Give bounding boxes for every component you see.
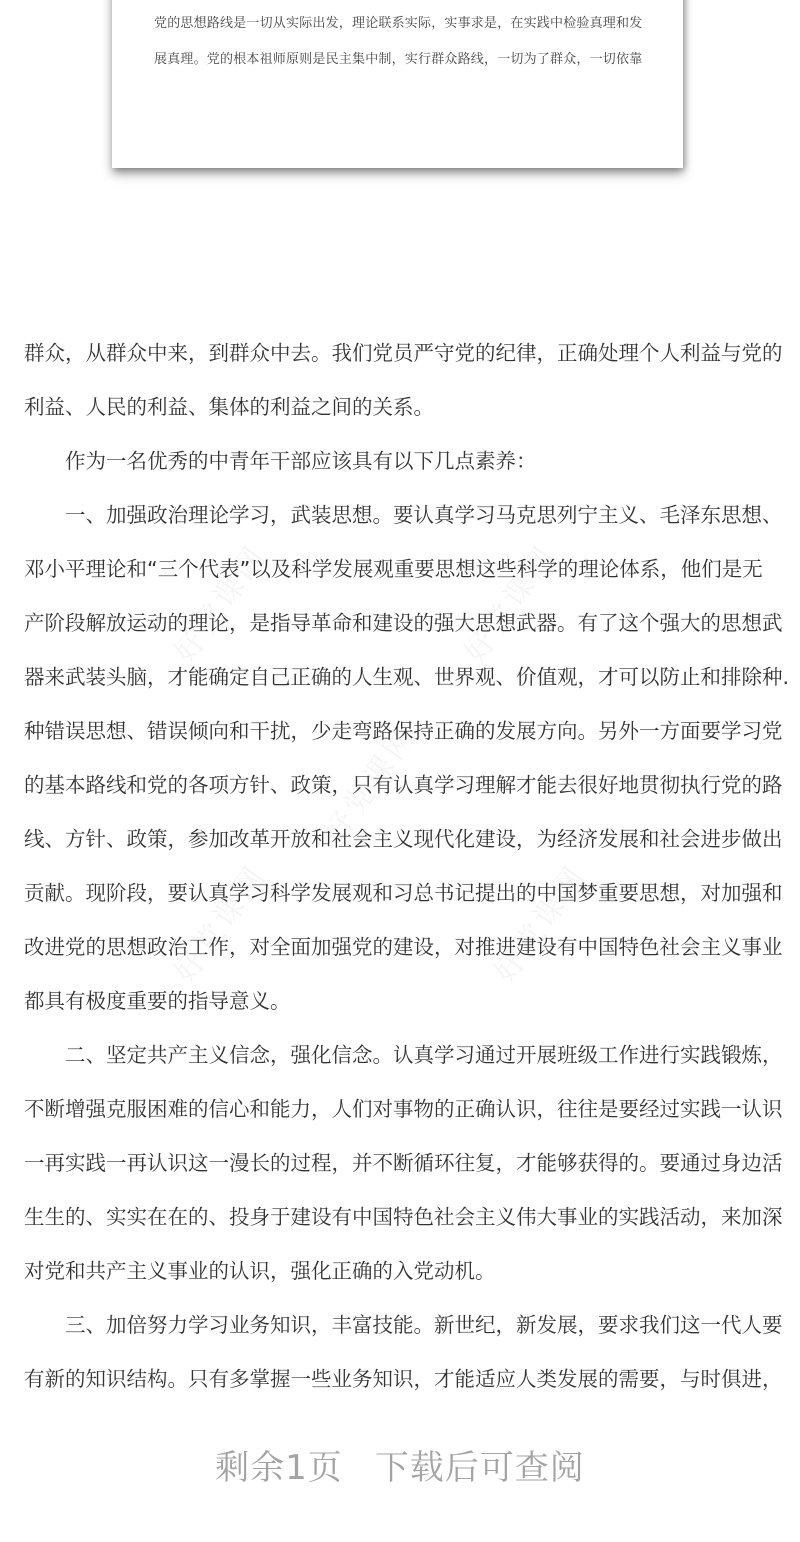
document-line: 线、方针、政策，参加改革开放和社会主义现代化建设，为经济发展和社会进步做出 xyxy=(24,827,783,851)
previous-page-preview-card xyxy=(112,0,683,168)
document-line: 不断增强克服困难的信心和能力，人们对事物的正确认识，往往是要经过实践一认识 xyxy=(24,1097,783,1121)
remaining-pages-banner[interactable] xyxy=(0,1440,800,1489)
preview-line: 展真理。党的根本祖师原则是民主集中制，实行群众路线，一切为了群众，一切依靠 xyxy=(154,52,643,67)
document-body xyxy=(24,335,790,1415)
document-line: 改进党的思想政治工作，对全面加强党的建设，对推进建设有中国特色社会主义事业 xyxy=(24,935,783,959)
document-line: 器来武装头脑，才能确定自己正确的人生观、世界观、价值观，才可以防止和排除种. xyxy=(24,665,790,689)
document-line: 贡献。现阶段，要认真学习科学发展观和习总书记提出的中国梦重要思想，对加强和 xyxy=(24,881,783,905)
preview-line: 党的思想路线是一切从实际出发，理论联系实际，实事求是，在实践中检验真理和发 xyxy=(154,16,643,31)
document-line: 有新的知识结构。只有多掌握一些业务知识，才能适应人类发展的需要，与时俱进， xyxy=(24,1367,783,1391)
document-line: 的基本路线和党的各项方针、政策，只有认真学习理解才能去很好地贯彻执行党的路 xyxy=(24,773,783,797)
document-line: 作为一名优秀的中青年干部应该具有以下几点素养： xyxy=(65,449,537,473)
document-line: 利益、人民的利益、集体的利益之间的关系。 xyxy=(24,395,434,419)
document-line: 种错误思想、错误倾向和干扰，少走弯路保持正确的发展方向。另外一方面要学习党 xyxy=(24,719,783,743)
download-to-view-label[interactable]: 下载后可查阅 xyxy=(374,1448,585,1488)
document-line: 都具有极度重要的指导意义。 xyxy=(24,989,291,1013)
document-line: 生生的、实实在在的、投身于建设有中国特色社会主义伟大事业的实践活动，来加深 xyxy=(24,1205,783,1229)
document-line: 一再实践一再认识这一漫长的过程，并不断循环往复，才能够获得的。要通过身边活 xyxy=(24,1151,783,1175)
document-line: 一、加强政治理论学习，武装思想。要认真学习马克思列宁主义、毛泽东思想、 xyxy=(65,503,783,527)
document-line: 群众，从群众中来，到群众中去。我们党员严守党的纪律，正确处理个人利益与党的 xyxy=(24,341,783,365)
document-line: 产阶段解放运动的理论，是指导革命和建设的强大思想武器。有了这个强大的思想武 xyxy=(24,611,783,635)
document-line: 三、加倍努力学习业务知识，丰富技能。新世纪，新发展，要求我们这一代人要 xyxy=(65,1313,783,1337)
document-line: 二、坚定共产主义信念，强化信念。认真学习通过开展班级工作进行实践锻炼， xyxy=(65,1043,783,1067)
pages-left-label: 剩余1页 xyxy=(215,1448,343,1488)
document-line: 邓小平理论和“三个代表”以及科学发展观重要思想这些科学的理论体系，他们是无 xyxy=(24,557,763,581)
document-line: 对党和共产主义事业的认识，强化正确的入党动机。 xyxy=(24,1259,496,1283)
